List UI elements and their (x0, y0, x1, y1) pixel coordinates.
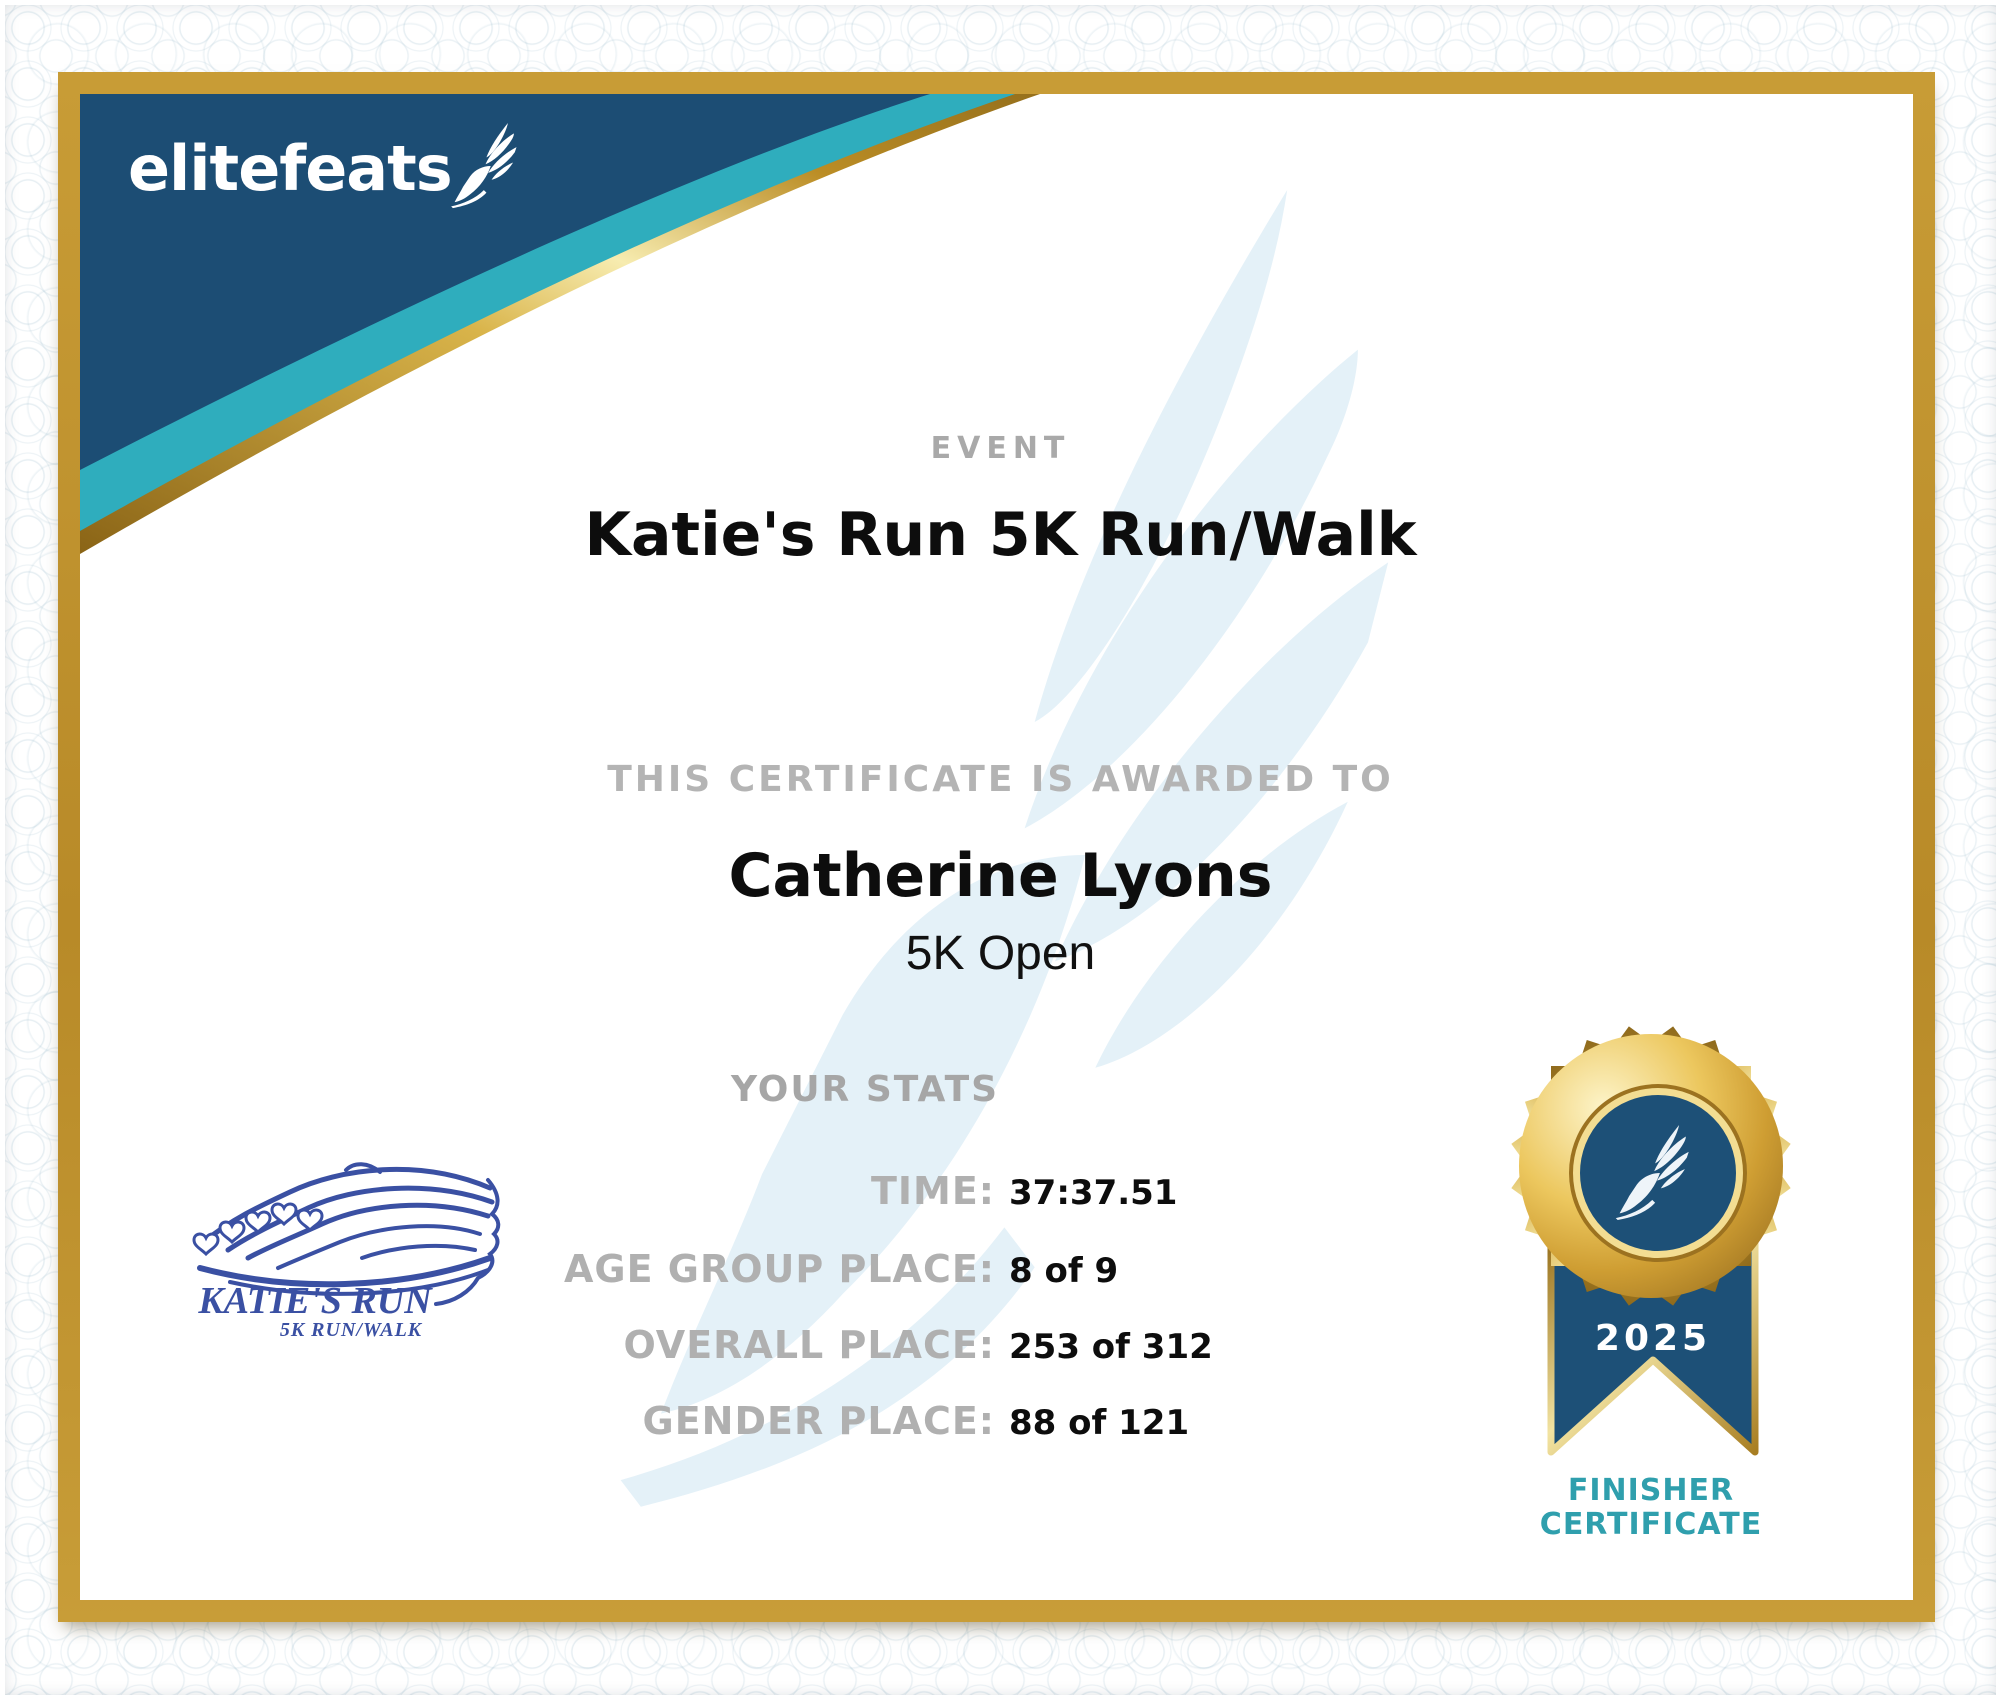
finisher-badge (1500, 1010, 1802, 1570)
stat-value: 253 of 312 (1009, 1327, 1213, 1367)
badge-caption-line1: FINISHER (1567, 1473, 1735, 1508)
brand-wordmark: elitefeats (128, 132, 452, 205)
event-logo (170, 1150, 510, 1350)
stat-label: TIME: (870, 1169, 995, 1213)
winged-foot-icon (1610, 1117, 1706, 1229)
brand-logo (128, 132, 532, 222)
stats-heading: YOUR STATS (730, 1069, 1000, 1110)
stat-label: OVERALL PLACE: (623, 1323, 995, 1367)
stat-label: GENDER PLACE: (642, 1399, 995, 1443)
winged-foot-icon (446, 110, 532, 222)
event-name: Katie's Run 5K Run/Walk (584, 500, 1417, 570)
awarded-label: THIS CERTIFICATE IS AWARDED TO (607, 759, 1394, 800)
badge-medal (1510, 1025, 1792, 1307)
recipient-name: Catherine Lyons (728, 841, 1273, 911)
stat-value: 37:37.51 (1009, 1173, 1178, 1213)
stat-value: 8 of 9 (1009, 1251, 1119, 1291)
badge-year: 2025 (1594, 1318, 1712, 1359)
event-label: EVENT (930, 431, 1071, 466)
stat-value: 88 of 121 (1009, 1403, 1190, 1443)
stat-label: AGE GROUP PLACE: (564, 1247, 995, 1291)
event-logo-subtitle: 5K RUN/WALK (279, 1319, 423, 1341)
badge-caption-line2: CERTIFICATE (1539, 1507, 1763, 1542)
medal-center (1573, 1088, 1743, 1258)
event-logo-title: KATIE'S RUN (198, 1280, 432, 1322)
division-name: 5K Open (905, 927, 1096, 980)
